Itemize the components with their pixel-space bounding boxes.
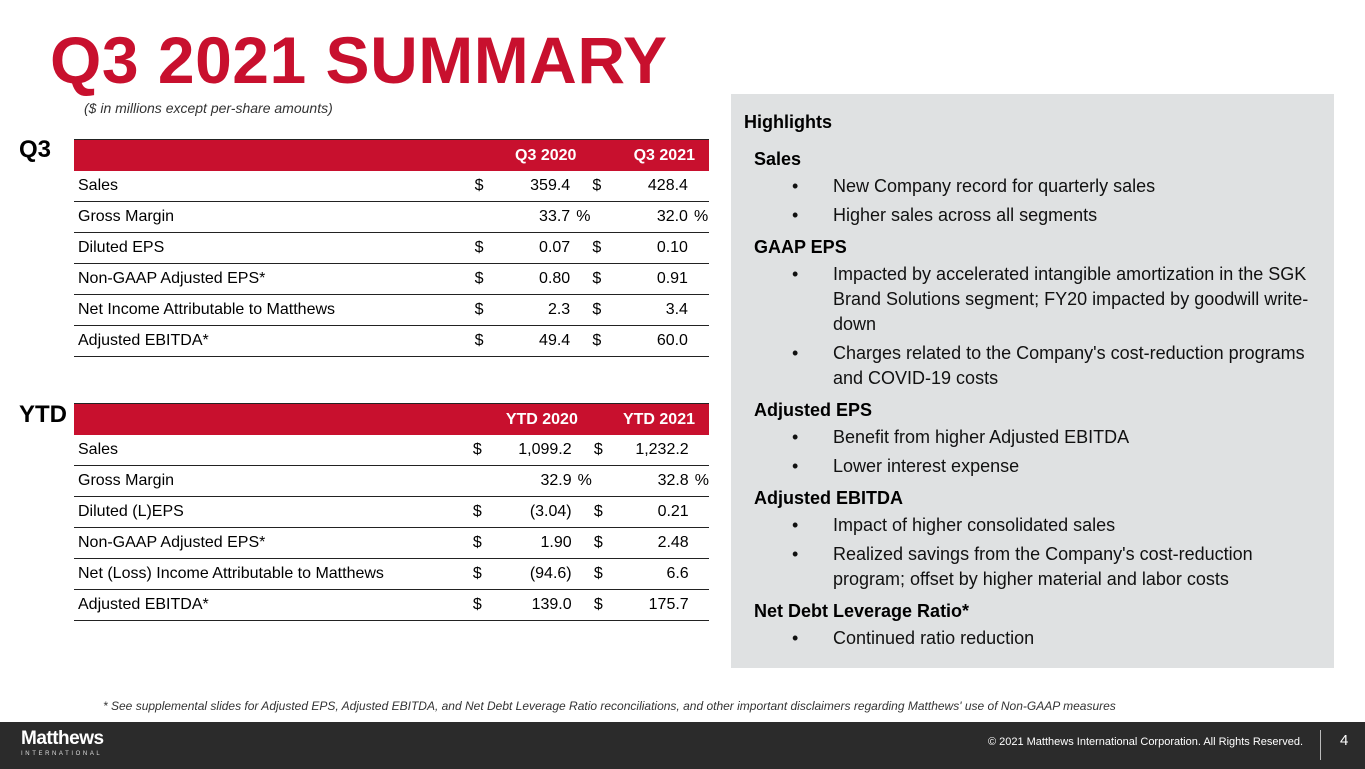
highlight-bullet-text: Benefit from higher Adjusted EBITDA <box>833 427 1130 447</box>
percent-sign: % <box>690 202 709 233</box>
currency-symbol: $ <box>471 528 491 559</box>
table-row <box>74 590 709 621</box>
bullet-icon: • <box>792 205 799 225</box>
currency-symbol: $ <box>473 326 493 357</box>
highlight-list <box>754 425 1324 479</box>
list-item <box>754 425 1324 450</box>
bullet-icon: • <box>792 544 799 564</box>
currency-symbol <box>592 466 612 497</box>
list-item <box>754 454 1324 479</box>
page-title: Q3 2021 SUMMARY <box>50 23 668 97</box>
cell-value: (94.6) <box>491 559 574 590</box>
currency-symbol: $ <box>473 264 493 295</box>
bullet-icon: • <box>792 427 799 447</box>
highlight-bullet-text: Lower interest expense <box>833 456 1020 476</box>
list-item <box>754 513 1324 538</box>
highlights-title: Highlights <box>744 112 832 132</box>
percent-sign <box>574 528 592 559</box>
bullet-icon: • <box>792 628 799 648</box>
currency-symbol: $ <box>473 171 493 202</box>
highlights-body <box>754 148 1324 651</box>
table-row <box>74 233 709 264</box>
row-label: Gross Margin <box>74 466 471 497</box>
units-note: ($ in millions except per-share amounts) <box>84 100 333 116</box>
percent-sign <box>574 497 592 528</box>
highlight-heading: GAAP EPS <box>754 237 847 257</box>
percent-sign <box>690 171 709 202</box>
highlight-bullet-text: Charges related to the Company's cost-reduction programs and COVID-19 costs <box>833 343 1305 388</box>
percent-sign <box>572 295 590 326</box>
percent-sign <box>690 264 709 295</box>
currency-symbol: $ <box>590 171 610 202</box>
row-label: Gross Margin <box>74 202 473 233</box>
bullet-icon: • <box>792 343 799 363</box>
table-header-row <box>74 140 709 172</box>
cell-value: 33.7 <box>493 202 573 233</box>
currency-symbol: $ <box>471 497 491 528</box>
table-row <box>74 171 709 202</box>
q3-section-label: Q3 <box>19 136 52 163</box>
highlight-list <box>754 513 1324 592</box>
cell-value: 49.4 <box>493 326 573 357</box>
table-row <box>74 295 709 326</box>
currency-symbol: $ <box>592 528 612 559</box>
ytd-section-label: YTD <box>19 401 67 428</box>
cell-value: (3.04) <box>491 497 574 528</box>
footnote: * See supplemental slides for Adjusted EPS, Adjusted EBITDA, and Net Debt Leverage Ratio reconciliations, and other important disclaimers regarding Matthews' use of Non-GAAP measures <box>103 699 1116 713</box>
cell-value: 0.80 <box>493 264 573 295</box>
cell-value: 6.6 <box>612 559 691 590</box>
list-item <box>754 203 1324 228</box>
currency-symbol: $ <box>471 435 491 466</box>
highlight-list <box>754 262 1324 391</box>
highlight-heading: Sales <box>754 149 802 169</box>
cell-value: 359.4 <box>493 171 573 202</box>
cell-value: 175.7 <box>612 590 691 621</box>
footer-divider <box>1320 730 1321 760</box>
column-header: Q3 2021 <box>590 140 709 172</box>
currency-symbol: $ <box>473 233 493 264</box>
cell-value: 32.8 <box>612 466 691 497</box>
highlight-bullet-text: Impacted by accelerated intangible amortization in the SGK Brand Solutions segment; FY20 impacted by goodwill write-down <box>833 264 1309 334</box>
matthews-logo: Matthews INTERNATIONAL <box>21 728 104 757</box>
percent-sign <box>690 326 709 357</box>
highlight-bullet-text: New Company record for quarterly sales <box>833 176 1156 196</box>
currency-symbol: $ <box>592 435 612 466</box>
row-label: Diluted EPS <box>74 233 473 264</box>
row-label: Sales <box>74 171 473 202</box>
list-item <box>754 341 1324 391</box>
highlight-bullet-text: Realized savings from the Company's cost-reduction program; offset by higher material and labor costs <box>833 544 1253 589</box>
cell-value: 139.0 <box>491 590 574 621</box>
percent-sign <box>691 559 709 590</box>
cell-value: 428.4 <box>610 171 690 202</box>
currency-symbol <box>471 466 491 497</box>
row-label: Non-GAAP Adjusted EPS* <box>74 528 471 559</box>
row-label: Sales <box>74 435 471 466</box>
table-row <box>74 435 709 466</box>
percent-sign: % <box>691 466 709 497</box>
ytd-summary-table <box>74 403 709 621</box>
cell-value: 2.48 <box>612 528 691 559</box>
bullet-icon: • <box>792 456 799 476</box>
currency-symbol: $ <box>592 590 612 621</box>
list-item <box>754 174 1324 199</box>
column-header: YTD 2020 <box>471 404 592 436</box>
currency-symbol: $ <box>590 233 610 264</box>
table-row <box>74 466 709 497</box>
percent-sign <box>574 559 592 590</box>
cell-value: 60.0 <box>610 326 690 357</box>
cell-value: 0.10 <box>610 233 690 264</box>
percent-sign <box>690 233 709 264</box>
q3-summary-table <box>74 139 709 357</box>
cell-value: 0.91 <box>610 264 690 295</box>
table-row <box>74 528 709 559</box>
list-item <box>754 262 1324 337</box>
percent-sign <box>572 326 590 357</box>
footer-bar <box>0 722 1365 769</box>
currency-symbol <box>590 202 610 233</box>
row-label: Adjusted EBITDA* <box>74 326 473 357</box>
percent-sign <box>574 590 592 621</box>
currency-symbol: $ <box>590 264 610 295</box>
table-row <box>74 559 709 590</box>
table-row <box>74 264 709 295</box>
table-row <box>74 202 709 233</box>
row-label: Net Income Attributable to Matthews <box>74 295 473 326</box>
currency-symbol: $ <box>590 326 610 357</box>
percent-sign <box>572 171 590 202</box>
cell-value: 2.3 <box>493 295 573 326</box>
bullet-icon: • <box>792 264 799 284</box>
cell-value: 0.21 <box>612 497 691 528</box>
percent-sign <box>691 435 709 466</box>
table-row <box>74 326 709 357</box>
percent-sign <box>691 528 709 559</box>
percent-sign: % <box>574 466 592 497</box>
row-label: Net (Loss) Income Attributable to Matthews <box>74 559 471 590</box>
highlight-heading: Adjusted EBITDA <box>754 488 904 508</box>
highlight-list <box>754 626 1324 651</box>
percent-sign <box>572 233 590 264</box>
currency-symbol: $ <box>592 497 612 528</box>
page-number: 4 <box>1340 732 1349 749</box>
currency-symbol: $ <box>592 559 612 590</box>
bullet-icon: • <box>792 515 799 535</box>
table-row <box>74 497 709 528</box>
percent-sign: % <box>572 202 590 233</box>
currency-symbol: $ <box>473 295 493 326</box>
highlights-panel <box>731 94 1334 668</box>
cell-value: 32.0 <box>610 202 690 233</box>
row-label: Diluted (L)EPS <box>74 497 471 528</box>
highlight-bullet-text: Impact of higher consolidated sales <box>833 515 1116 535</box>
cell-value: 1,232.2 <box>612 435 691 466</box>
cell-value: 3.4 <box>610 295 690 326</box>
list-item <box>754 626 1324 651</box>
percent-sign <box>691 497 709 528</box>
highlight-list <box>754 174 1324 228</box>
list-item <box>754 542 1324 592</box>
currency-symbol: $ <box>590 295 610 326</box>
bullet-icon: • <box>792 176 799 196</box>
highlight-bullet-text: Continued ratio reduction <box>833 628 1035 648</box>
highlight-heading: Net Debt Leverage Ratio* <box>754 601 970 621</box>
column-header: Q3 2020 <box>473 140 591 172</box>
table-header-row <box>74 404 709 436</box>
percent-sign <box>691 590 709 621</box>
cell-value: 1,099.2 <box>491 435 574 466</box>
column-header: YTD 2021 <box>592 404 709 436</box>
cell-value: 0.07 <box>493 233 573 264</box>
percent-sign <box>574 435 592 466</box>
row-label: Non-GAAP Adjusted EPS* <box>74 264 473 295</box>
row-label: Adjusted EBITDA* <box>74 590 471 621</box>
currency-symbol: $ <box>471 590 491 621</box>
currency-symbol: $ <box>471 559 491 590</box>
currency-symbol <box>473 202 493 233</box>
percent-sign <box>572 264 590 295</box>
cell-value: 32.9 <box>491 466 574 497</box>
highlight-heading: Adjusted EPS <box>754 400 873 420</box>
cell-value: 1.90 <box>491 528 574 559</box>
highlight-bullet-text: Higher sales across all segments <box>833 205 1098 225</box>
percent-sign <box>690 295 709 326</box>
copyright-text: © 2021 Matthews International Corporation. All Rights Reserved. <box>987 736 1303 748</box>
